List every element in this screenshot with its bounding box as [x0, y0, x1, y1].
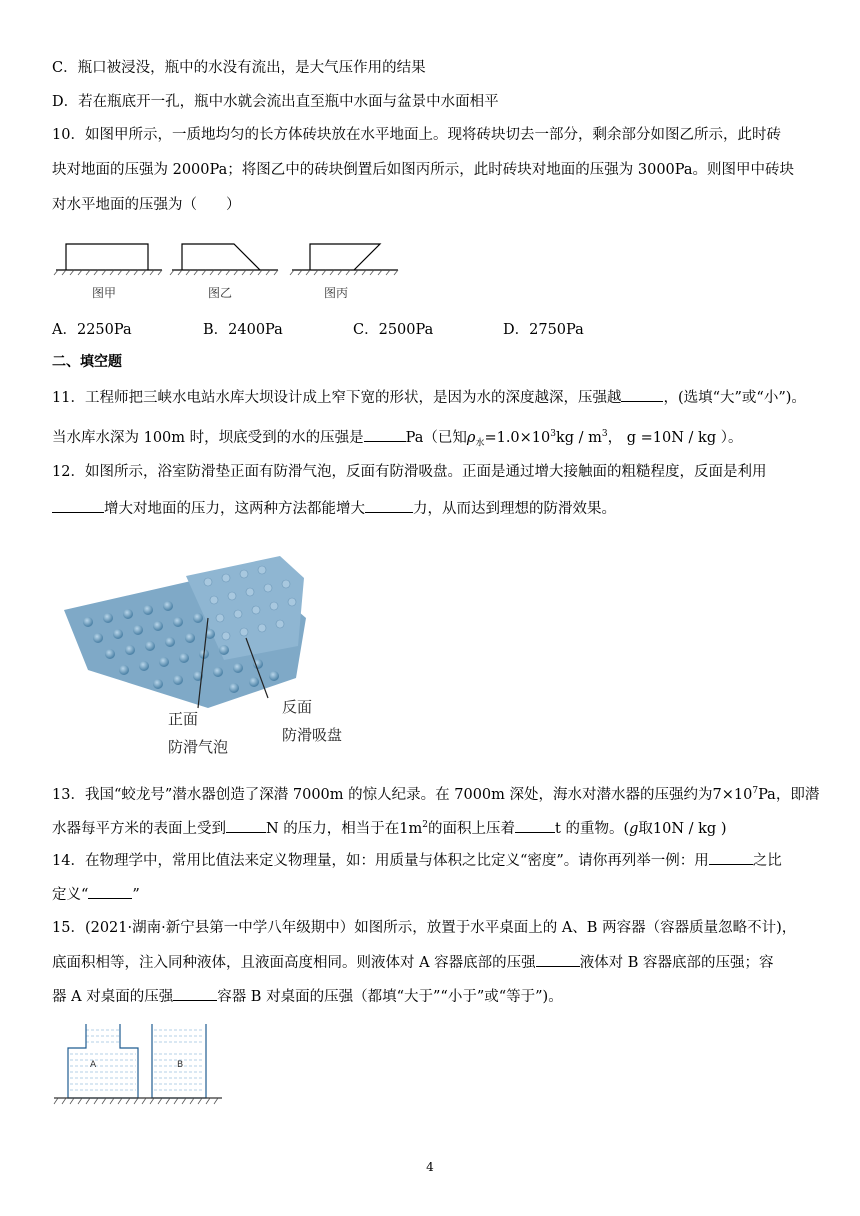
- fig-yi-caption: 图乙: [208, 286, 233, 300]
- mat-label-back-1: 反面: [282, 698, 313, 716]
- q13-blank-2[interactable]: [515, 818, 555, 833]
- q11-rho: ρ: [466, 429, 476, 446]
- q13-text-2g: 取10N / kg ): [638, 820, 727, 837]
- q13-text-1b: 7×10: [712, 786, 753, 803]
- q10-option-d: D．2750Pa: [503, 322, 584, 338]
- q13-g: g: [629, 820, 639, 837]
- q11-line-2: [52, 424, 742, 454]
- q10-line-1: 10．如图甲所示，一质地均匀的长方体砖块放在水平地面上。现将砖块切去一部分，剩余部分如图乙所示，此时砖: [52, 127, 781, 143]
- q13-text-1a: 13．我国“蛟龙号”潜水器创造了深潜 7000m 的惊人纪录。在 7000m 深处，海水对潜水器的压强约为: [52, 786, 713, 803]
- fig-bing-caption: 图丙: [324, 286, 349, 300]
- q14-blank-1[interactable]: [709, 850, 753, 865]
- q13-line-1: [52, 781, 819, 805]
- q10-line-2: 块对地面的压强为 2000Pa；将图乙中的砖块倒置后如图丙所示，此时砖块对地面的压强为 3000Pa。则图甲中砖块: [52, 162, 795, 178]
- q11-text-2d: kg / m: [556, 429, 602, 446]
- q15-text-2a: 底面积相等，注入同种液体，且液面高度相同。则液体对 A 容器底部的压强: [52, 955, 536, 971]
- q11-text-1a: 11．工程师把三峡水电站水库大坝设计成上窄下宽的形状，是因为水的深度越深，压强越: [52, 390, 622, 406]
- q15-text-3b: 容器 B 对桌面的压强（都填“大于”“小于”或“等于”)。: [217, 989, 563, 1005]
- q10-line-3: 对水平地面的压强为（ ）: [52, 197, 241, 213]
- q11-blank-1[interactable]: [621, 387, 663, 402]
- q13-text-2e: t 的重物。(: [555, 820, 630, 837]
- q12-line-2: [52, 498, 616, 519]
- q15-text-3a: 器 A 对桌面的压强: [52, 989, 174, 1005]
- q14-blank-2[interactable]: [88, 884, 132, 899]
- q11-text-2a: 当水库水深为 100m 时，坝底受到的水的压强是: [52, 429, 364, 446]
- q12-text-2b: 力，从而达到理想的防滑效果。: [413, 501, 616, 517]
- q10-option-c: C．2500Pa: [353, 322, 434, 338]
- q12-blank-1[interactable]: [52, 498, 104, 513]
- q11-sup-2: 3: [601, 429, 608, 439]
- page-number: 4: [426, 1160, 434, 1174]
- q11-blank-2[interactable]: [364, 427, 406, 442]
- q13-sup-2: 2: [422, 820, 429, 830]
- container-a-label: A: [90, 1060, 97, 1070]
- q13-text-2d: 的面积上压着: [428, 820, 516, 837]
- q13-text-1c: Pa，即潜: [758, 786, 820, 803]
- q12-line-1: 12．如图所示，浴室防滑垫正面有防滑气泡，反面有防滑吸盘。正面是通过增大接触面的粗糙程度，反面是利用: [52, 464, 767, 480]
- q15-blank-2[interactable]: [173, 986, 217, 1001]
- q13-sup-1: 7: [752, 786, 759, 796]
- q15-line-1: 15．(2021·湖南·新宁县第一中学八年级期中）如图所示，放置于水平桌面上的 A、B 两容器（容器质量忽略不计)，: [52, 920, 797, 936]
- q15-blank-1[interactable]: [536, 952, 580, 967]
- q14-text-1b: 之比: [752, 853, 782, 869]
- q15-line-2: [52, 952, 774, 973]
- option-c-text: C．瓶口被浸没，瓶中的水没有流出，是大气压作用的结果: [52, 60, 426, 76]
- q13-blank-1[interactable]: [226, 818, 266, 833]
- q15-text-2b: 液体对 B 容器底部的压强；容: [579, 955, 774, 971]
- q10-option-b: B．2400Pa: [203, 322, 283, 338]
- q11-rho-sub: 水: [475, 438, 485, 449]
- q14-line-1: [52, 850, 782, 871]
- section-title: 二、填空题: [52, 354, 122, 370]
- mat-label-front-1: 正面: [168, 710, 199, 728]
- q14-text-1a: 14．在物理学中，常用比值法来定义物理量，如：用质量与体积之比定义“密度”。请你再列举一例：用: [52, 853, 709, 869]
- q13-text-2a: 水器每平方米的表面上受到: [52, 820, 226, 837]
- mat-label-front-2: 防滑气泡: [168, 738, 229, 756]
- q11-text-1b: ，(选填“大”或“小”)。: [663, 390, 806, 406]
- q12-blank-2[interactable]: [365, 498, 413, 513]
- fig-jia-caption: 图甲: [92, 286, 117, 300]
- q11-text-2c: =1.0×10: [484, 429, 551, 446]
- q13-text-2c: 1m: [399, 820, 423, 837]
- q10-brick-figures: [52, 238, 412, 278]
- q15-line-3: [52, 986, 563, 1007]
- container-b-label: B: [177, 1060, 184, 1070]
- q14-text-2b: ”: [132, 887, 140, 903]
- q14-text-2a: 定义“: [52, 887, 89, 903]
- mat-label-back-2: 防滑吸盘: [282, 726, 343, 744]
- q13-line-2: [52, 815, 726, 839]
- q10-option-a: A．2250Pa: [52, 322, 132, 338]
- option-d-text: D．若在瓶底开一孔，瓶中水就会流出直至瓶中水面与盆景中水面相平: [52, 94, 499, 110]
- q11-text-2e: ， g =10N / kg ）。: [607, 429, 743, 446]
- q11-text-2b: Pa（已知: [405, 429, 467, 446]
- containers-ab-figure: [52, 1018, 224, 1114]
- q14-line-2: [52, 884, 140, 905]
- q11-line-1: [52, 387, 806, 408]
- q11-sup-1: 3: [550, 429, 556, 439]
- q12-text-2a: 增大对地面的压力，这两种方法都能增大: [104, 501, 365, 517]
- q13-text-2b: N 的压力，相当于在: [266, 820, 400, 837]
